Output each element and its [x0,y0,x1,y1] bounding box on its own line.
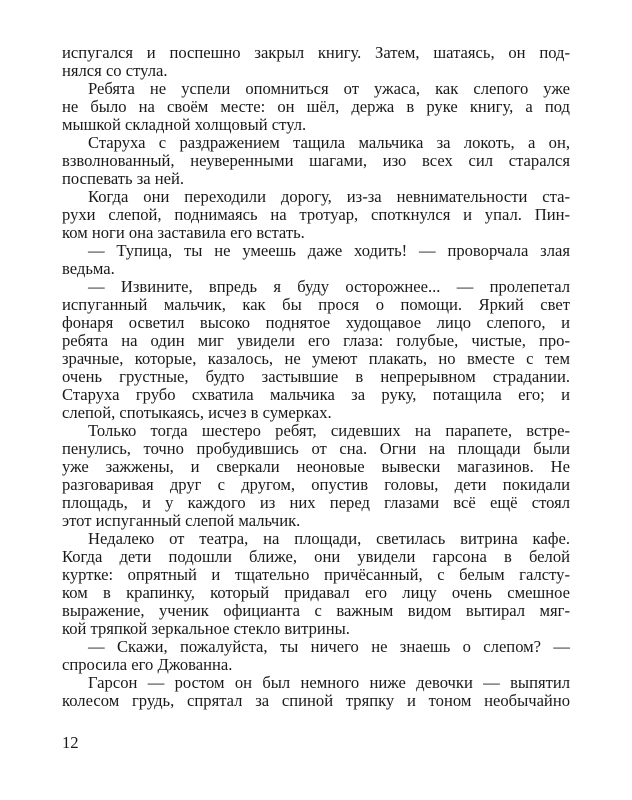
text-line: площадь, и у каждого из них перед глазами всё ещё стоял [62,494,570,512]
text-line: поспевать за ней. [62,170,185,188]
text-line: выражение, ученик официанта с важным видом вытирал мяг- [62,602,570,620]
text-line: колесом грудь, спрятал за спиной тряпку и тоном необычайно [62,692,570,710]
text-line: рухи слепой, поднимаясь на тротуар, споткнулся и упал. Пин- [62,206,570,224]
text-line: Только тогда шестеро ребят, сидевших на парапете, встре- [88,422,570,440]
text-line: этот испуганный слепой мальчик. [62,512,301,530]
text-line: очень грустные, будто застывшие в непрерывном страдании. [62,368,570,386]
text-line: взволнованный, неуверенными шагами, изо всех сил старался [62,152,570,170]
text-line: куртке: опрятный и тщательно причёсанный, с белым галсту- [62,566,570,584]
text-line: испуганный мальчик, как бы прося о помощи. Яркий свет [62,296,570,314]
text-line: Старуха с раздражением тащила мальчика за локоть, а он, [88,134,570,152]
text-line: ребята на один миг увидели его глаза: голубые, чистые, про- [62,332,570,350]
text-line: зрачные, которые, казалось, не умеют плакать, но вместе с тем [62,350,570,368]
text-line: — Извините, впредь я буду осторожнее... — пролепетал [88,278,570,296]
text-line: ком ноги она заставила его встать. [62,224,305,242]
text-line: спросила его Джованна. [62,656,233,674]
page-text-block [62,44,570,710]
text-line: Гарсон — ростом он был немного ниже девочки — выпятил [88,674,570,692]
text-line: ком в крапинку, который придавал его лицу очень смешное [62,584,570,602]
text-line: кой тряпкой зеркальное стекло витрины. [62,620,350,638]
text-line: пенулись, точно пробудившись от сна. Огни на площади были [62,440,570,458]
text-line: Когда они переходили дорогу, из-за невнимательности ста- [88,188,570,206]
text-line: Ребята не успели опомниться от ужаса, как слепого уже [88,80,570,98]
text-line: не было на своём месте: он шёл, держа в руке книгу, а под [62,98,570,116]
text-line: мышкой складной холщовый стул. [62,116,307,134]
text-line: нялся со стула. [62,62,168,80]
text-line: ведьма. [62,260,115,278]
text-line: слепой, спотыкаясь, исчез в сумерках. [62,404,332,422]
text-line: — Тупица, ты не умеешь даже ходить! — проворчала злая [88,242,570,260]
text-line: — Скажи, пожалуйста, ты ничего не знаешь о слепом? — [88,638,570,656]
text-line: фонаря осветил высоко поднятое худощавое лицо слепого, и [62,314,570,332]
text-line: Старуха грубо схватила мальчика за руку, потащила его; и [62,386,570,404]
text-line: испугался и поспешно закрыл книгу. Затем, шатаясь, он под- [62,44,570,62]
text-line: разговаривая друг с другом, опустив головы, дети покидали [62,476,570,494]
text-line: Когда дети подошли ближе, они увидели гарсона в белой [62,548,570,566]
page-number: 12 [62,733,79,752]
text-line: Недалеко от театра, на площади, светилась витрина кафе. [88,530,570,548]
text-line: уже зажжены, и сверкали неоновые вывески магазинов. Не [62,458,570,476]
